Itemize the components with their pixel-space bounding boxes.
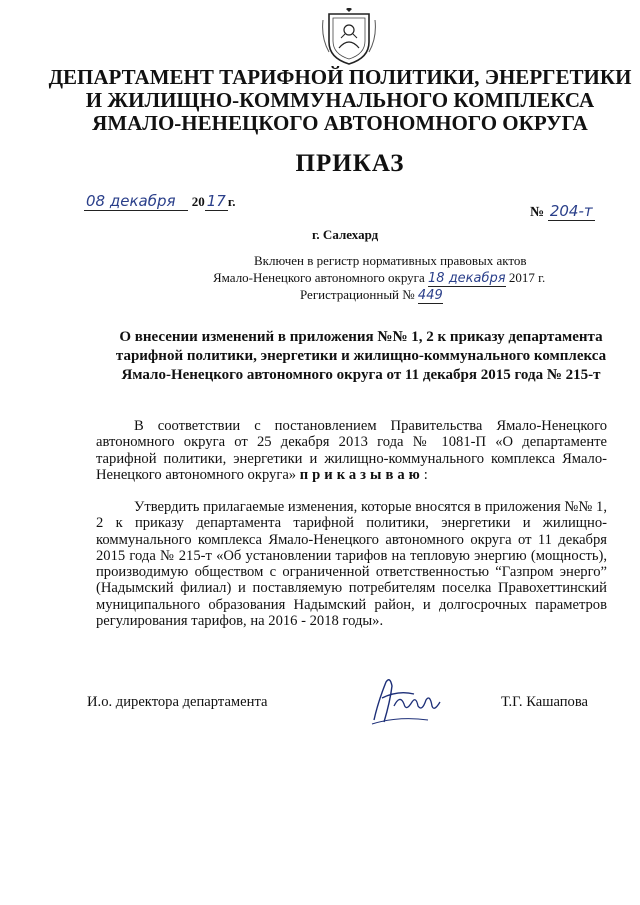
city: г. Салехард	[312, 227, 379, 242]
handwritten-signature	[368, 672, 444, 728]
year-prefix: 20	[191, 194, 205, 209]
document-subject: О внесении изменений в приложения №№ 1, 2 к приказу департамента тарифной политики, энергетики и жилищно-коммунального комплекса Ямало-Ненецкого автономного округа от 11 декабря 2015 года № 215-т	[115, 329, 607, 383]
registration-line-3	[300, 287, 443, 303]
order-colon: :	[423, 466, 428, 483]
date-handwritten: 08 декабря	[84, 192, 188, 211]
registration-line-1: Включен в регистр нормативных правовых актов	[254, 253, 527, 268]
registration-line-2	[213, 270, 545, 286]
signatory-position: И.о. директора департамента	[87, 694, 268, 710]
document-type: ПРИКАЗ	[295, 150, 405, 177]
number-handwritten: 204-т	[549, 202, 593, 220]
coat-of-arms-emblem	[321, 8, 377, 66]
document-number	[530, 202, 595, 221]
year-handwritten: 17	[206, 192, 226, 210]
paragraph-1-text: В соответствии с постановлением Правительства Ямало-Ненецкого автономного округа от 25 декабря 2013 года № 1081-П «О департаменте тарифной политики, энергетики и жилищно-коммунального комплекса Ямало-Ненецкого автономного округа»	[96, 418, 607, 483]
number-label: №	[530, 205, 545, 220]
document-date	[84, 192, 236, 211]
department-name	[40, 66, 640, 135]
department-line: И ЖИЛИЩНО-КОММУНАЛЬНОГО КОМПЛЕКСА	[85, 88, 595, 112]
body-paragraph-1	[96, 418, 607, 483]
registration-number-label: Регистрационный №	[300, 287, 415, 302]
department-line: ДЕПАРТАМЕНТ ТАРИФНОЙ ПОЛИТИКИ, ЭНЕРГЕТИКИ	[48, 65, 632, 89]
registration-date-handwritten: 18 декабря	[428, 271, 506, 286]
body-paragraph-2: Утвердить прилагаемые изменения, которые вносятся в приложения №№ 1, 2 к приказу департамента тарифной политики, энергетики и жилищно-коммунального комплекса Ямало-Ненецкого автономного округа от 11 декабря 2015 года № 215-т «Об установлении тарифов на тепловую энергию (мощность), производимую обществом с ограниченной ответственностью “Газпром энерго” (Надымский филиал) и поставляемую потребителям поселка Правохеттинский муниципального образования Надымский район, и долгосрочных параметров регулирования тарифов, на 2016 - 2018 годы».	[96, 499, 607, 630]
department-line: ЯМАЛО-НЕНЕЦКОГО АВТОНОМНОГО ОКРУГА	[92, 111, 588, 135]
order-word: приказываю	[299, 466, 424, 483]
registration-number-handwritten: 449	[417, 288, 443, 303]
registration-year: 2017 г.	[508, 270, 546, 285]
year-suffix: г.	[227, 194, 236, 209]
signatory-name: Т.Г. Кашапова	[501, 694, 589, 710]
registration-region: Ямало-Ненецкого автономного округа	[213, 270, 425, 285]
